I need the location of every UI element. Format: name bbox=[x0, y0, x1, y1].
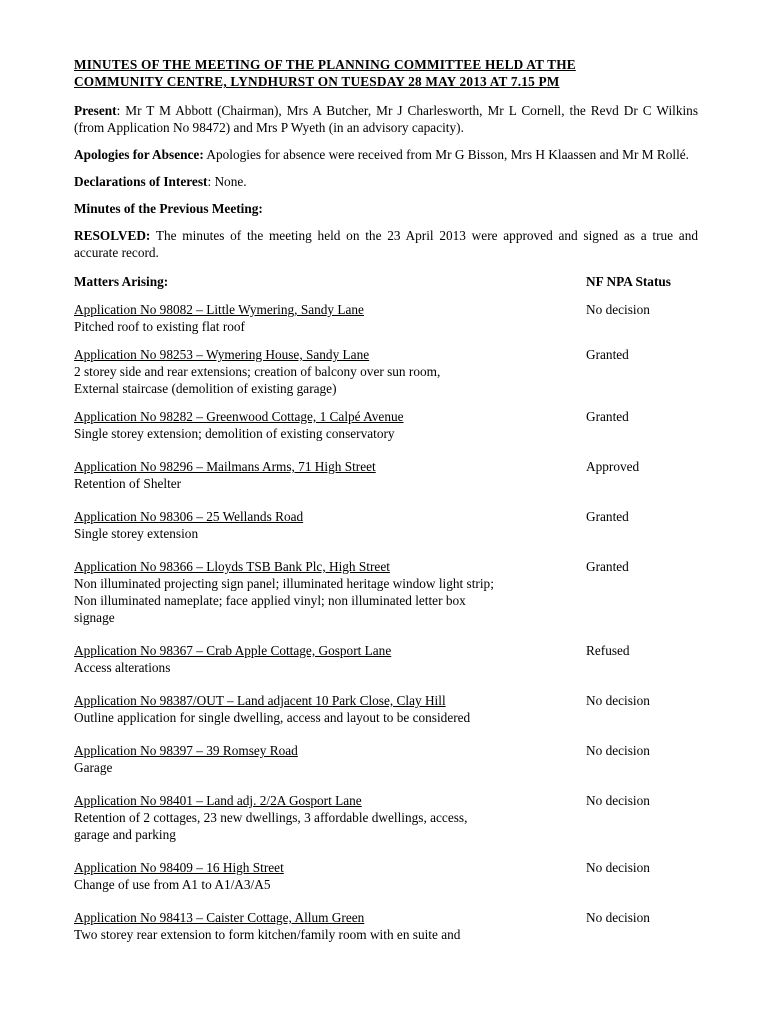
applications-list bbox=[74, 301, 698, 943]
matters-heading: Matters Arising: bbox=[74, 274, 169, 289]
application-title: Application No 98306 – 25 Wellands Road bbox=[74, 509, 304, 524]
application-title: Application No 98296 – Mailmans Arms, 71 High Street bbox=[74, 459, 376, 474]
application-title: Application No 98409 – 16 High Street bbox=[74, 860, 284, 875]
apologies-text: Apologies for absence were received from Mr G Bisson, Mrs H Klaassen and Mr M Rollé. bbox=[203, 147, 689, 162]
application-status: No decision bbox=[586, 302, 650, 317]
application-row bbox=[74, 558, 698, 626]
application-title: Application No 98367 – Crab Apple Cottage, Gosport Lane bbox=[74, 643, 392, 658]
present-text: : Mr T M Abbott (Chairman), Mrs A Butcher, Mr J Charlesworth, Mr L Cornell, the Revd Dr C Wilkins (from Application No 98472) and Mrs P Wyeth (in an advisory capacity). bbox=[74, 103, 698, 135]
resolved-paragraph bbox=[74, 227, 698, 261]
application-title: Application No 98387/OUT – Land adjacent 10 Park Close, Clay Hill bbox=[74, 693, 446, 708]
application-details bbox=[74, 859, 574, 893]
application-status: Granted bbox=[586, 409, 629, 424]
application-description: Outline application for single dwelling, access and layout to be considered bbox=[74, 710, 471, 725]
present-paragraph bbox=[74, 102, 698, 136]
application-row bbox=[74, 742, 698, 776]
document-content bbox=[74, 56, 698, 943]
title-line-1: MINUTES OF THE MEETING OF THE PLANNING COMMITTEE HELD AT THE bbox=[74, 57, 576, 72]
apologies-paragraph bbox=[74, 146, 698, 163]
application-title: Application No 98253 – Wymering House, Sandy Lane bbox=[74, 347, 370, 362]
application-status: No decision bbox=[586, 793, 650, 808]
application-details bbox=[74, 458, 574, 492]
application-status: Granted bbox=[586, 509, 629, 524]
application-status: No decision bbox=[586, 743, 650, 758]
application-row bbox=[74, 408, 698, 442]
application-status: No decision bbox=[586, 910, 650, 925]
application-description: 2 storey side and rear extensions; creation of balcony over sun room, bbox=[74, 364, 441, 379]
application-description: Retention of Shelter bbox=[74, 476, 182, 491]
application-status: Refused bbox=[586, 643, 630, 658]
declarations-paragraph bbox=[74, 173, 698, 190]
application-title: Application No 98082 – Little Wymering, Sandy Lane bbox=[74, 302, 364, 317]
application-row bbox=[74, 301, 698, 335]
matters-header-row bbox=[74, 273, 698, 290]
application-details bbox=[74, 408, 574, 442]
application-status: Approved bbox=[586, 459, 640, 474]
status-column-heading: NF NPA Status bbox=[586, 274, 671, 289]
declarations-label: Declarations of Interest bbox=[74, 174, 208, 189]
application-description: Two storey rear extension to form kitchen/family room with en suite and bbox=[74, 927, 461, 942]
application-details bbox=[74, 346, 574, 397]
application-title: Application No 98397 – 39 Romsey Road bbox=[74, 743, 298, 758]
application-row bbox=[74, 909, 698, 943]
application-description: Single storey extension bbox=[74, 526, 199, 541]
application-status: Granted bbox=[586, 347, 629, 362]
application-row bbox=[74, 692, 698, 726]
application-status: Granted bbox=[586, 559, 629, 574]
resolved-label: RESOLVED: bbox=[74, 228, 151, 243]
resolved-text: The minutes of the meeting held on the 23 April 2013 were approved and signed as a true and accurate record. bbox=[74, 228, 698, 260]
application-details bbox=[74, 692, 574, 726]
application-description: External staircase (demolition of existing garage) bbox=[74, 381, 337, 396]
application-status: No decision bbox=[586, 693, 650, 708]
application-title: Application No 98282 – Greenwood Cottage, 1 Calpé Avenue bbox=[74, 409, 404, 424]
apologies-label: Apologies for Absence: bbox=[74, 147, 204, 162]
application-description: garage and parking bbox=[74, 827, 176, 842]
application-description: Non illuminated projecting sign panel; illuminated heritage window light strip; bbox=[74, 576, 494, 591]
application-description: Pitched roof to existing flat roof bbox=[74, 319, 245, 334]
application-row bbox=[74, 642, 698, 676]
application-row bbox=[74, 346, 698, 397]
declarations-text: : None. bbox=[207, 174, 247, 189]
application-details bbox=[74, 642, 574, 676]
application-details bbox=[74, 558, 574, 626]
application-description: Garage bbox=[74, 760, 113, 775]
application-description: Non illuminated nameplate; face applied vinyl; non illuminated letter box bbox=[74, 593, 466, 608]
application-row bbox=[74, 508, 698, 542]
application-description: Access alterations bbox=[74, 660, 171, 675]
application-row bbox=[74, 458, 698, 492]
application-description: Change of use from A1 to A1/A3/A5 bbox=[74, 877, 271, 892]
application-details bbox=[74, 909, 574, 943]
present-label: Present bbox=[74, 103, 117, 118]
application-title: Application No 98413 – Caister Cottage, Allum Green bbox=[74, 910, 365, 925]
application-row bbox=[74, 792, 698, 843]
application-details bbox=[74, 508, 574, 542]
application-description: Single storey extension; demolition of existing conservatory bbox=[74, 426, 395, 441]
document-title bbox=[74, 56, 698, 90]
application-title: Application No 98366 – Lloyds TSB Bank Plc, High Street bbox=[74, 559, 390, 574]
application-status: No decision bbox=[586, 860, 650, 875]
title-line-2: COMMUNITY CENTRE, LYNDHURST ON TUESDAY 28 MAY 2013 AT 7.15 PM bbox=[74, 74, 560, 89]
application-details bbox=[74, 742, 574, 776]
application-row bbox=[74, 859, 698, 893]
application-description: Retention of 2 cottages, 23 new dwellings, 3 affordable dwellings, access, bbox=[74, 810, 468, 825]
application-details bbox=[74, 792, 574, 843]
application-title: Application No 98401 – Land adj. 2/2A Gosport Lane bbox=[74, 793, 362, 808]
previous-meeting-heading: Minutes of the Previous Meeting: bbox=[74, 201, 263, 216]
application-details bbox=[74, 301, 574, 335]
application-description: signage bbox=[74, 610, 115, 625]
